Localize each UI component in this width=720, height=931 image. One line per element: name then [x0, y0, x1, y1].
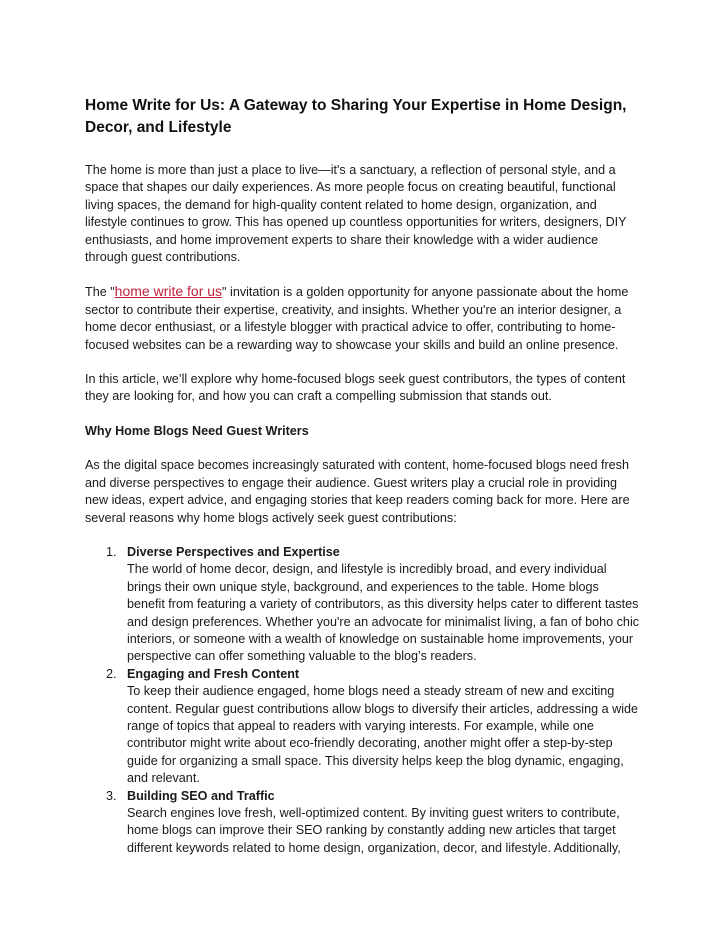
invitation-paragraph: [85, 283, 640, 354]
list-item-title: Diverse Perspectives and Expertise: [127, 544, 340, 559]
list-item-body: To keep their audience engaged, home blogs need a steady stream of new and exciting content. Regular guest contributions allow blogs to diversify their articles, addressing a wide range of topics that appeal to readers with varying interests. For example, while one contributor might write about eco-friendly decorating, another might offer a step-by-step guide for organizing a small space. This diversity helps keep the blog dynamic, engaging, and relevant.: [127, 684, 639, 786]
section-heading: Why Home Blogs Need Guest Writers: [85, 423, 309, 438]
home-write-for-us-link[interactable]: home write for us: [114, 283, 223, 300]
overview-paragraph: In this article, we’ll explore why home-focused blogs seek guest contributors, the types of content they are looking for, and how you can craft a compelling submission that stands out.: [85, 372, 626, 404]
list-item: [106, 544, 640, 666]
article-title: Home Write for Us: A Gateway to Sharing Your Expertise in Home Design, Decor, and Lifestyle: [85, 97, 627, 136]
list-item: [106, 666, 640, 788]
list-number: 2.: [106, 666, 117, 681]
list-item-body: Search engines love fresh, well-optimized content. By inviting guest writers to contribute, home blogs can improve their SEO ranking by constantly adding new articles that target different keywords related to home design, organization, decor, and lifestyle. Additionally,: [127, 806, 621, 855]
list-number: 3.: [106, 788, 117, 803]
list-item-title: Building SEO and Traffic: [127, 788, 275, 803]
list-item-title: Engaging and Fresh Content: [127, 666, 300, 681]
invitation-text-before: The ": [85, 285, 115, 300]
list-item: [106, 788, 640, 858]
reasons-list: [85, 544, 640, 857]
invitation-text-after: " invitation is a golden opportunity for anyone passionate about the home sector to contribute their expertise, creativity, and insights. Whether you're an interior designer, a home decor enthusiast, or a lifestyle blogger with practical advice to offer, contributing to home-focused websites can be a rewarding way to showcase your skills and build an online presence.: [85, 285, 629, 352]
list-item-body: The world of home decor, design, and lifestyle is incredibly broad, and every individual brings their own unique style, background, and experiences to the table. Home blogs benefit from featuring a variety of contributors, as this diversity helps cater to different tastes and design preferences. Whether you're an advocate for minimalist living, a fan of boho chic interiors, or someone with a wealth of knowledge on sustainable home improvements, your perspective can offer something valuable to the blog’s readers.: [127, 562, 640, 664]
list-number: 1.: [106, 544, 117, 559]
intro-paragraph: The home is more than just a place to live—it's a sanctuary, a reflection of personal style, and a space that shapes our daily experiences. As more people focus on creating beautiful, functional living spaces, the demand for high-quality content related to home design, organization, and lifestyle continues to grow. This has opened up countless opportunities for writers, designers, DIY enthusiasts, and home improvement experts to share their knowledge with a wider audience through guest contributions.: [85, 163, 627, 265]
section-intro-paragraph: As the digital space becomes increasingly saturated with content, home-focused blogs need fresh and diverse perspectives to engage their audience. Guest writers play a crucial role in providing new ideas, expert advice, and engaging stories that keep readers coming back for more. Here are several reasons why home blogs actively seek guest contributions:: [85, 458, 630, 525]
